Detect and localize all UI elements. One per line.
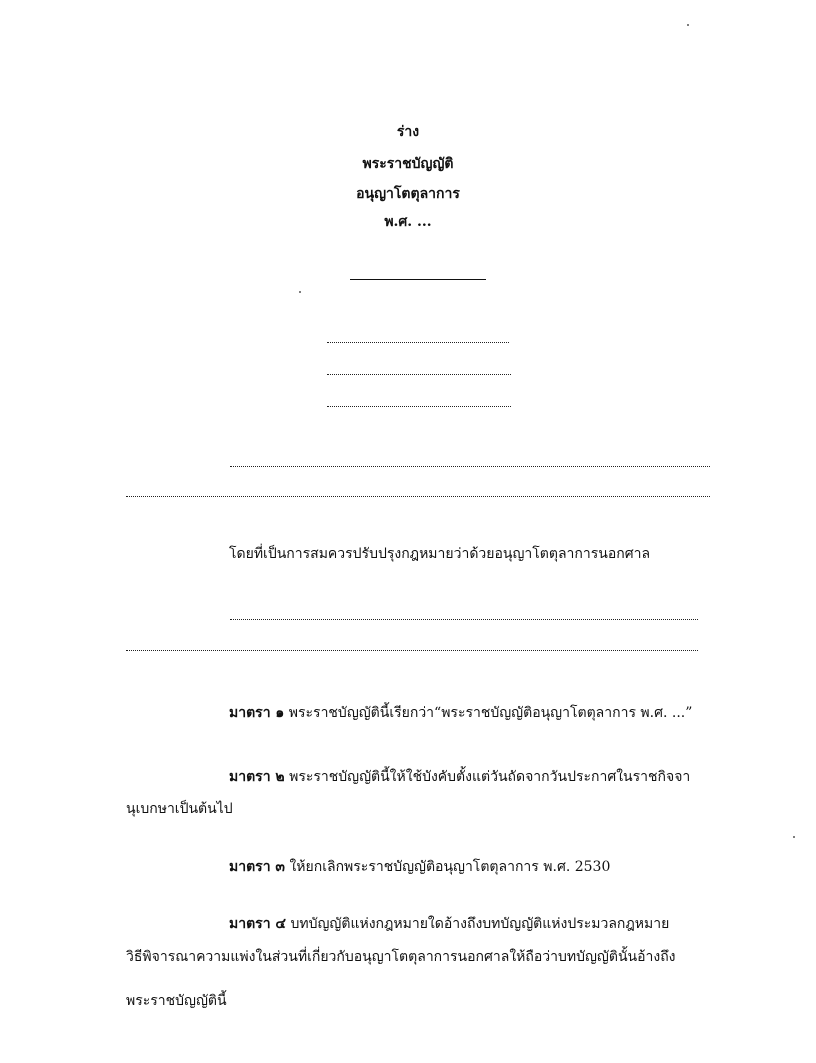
scan-speck [687, 24, 689, 26]
dotted-line [126, 496, 710, 497]
section-text-line: พระราชบัญญัตินี้เรียกว่า“พระราชบัญญัติอนุญาโตตุลาการ พ.ศ. ...” [288, 705, 693, 721]
section-2 [229, 766, 690, 788]
section-text-line: พระราชบัญญัตินี้ให้ใช้บังคับตั้งแต่วันถัดจากวันประกาศในราชกิจจา [289, 769, 691, 785]
dotted-line [230, 619, 698, 620]
section-text-line: นุเบกษาเป็นต้นไป [126, 801, 233, 817]
preamble-text: โดยที่เป็นการสมควรปรับปรุงกฎหมายว่าด้วยอนุญาโตตุลาการนอกศาล [229, 546, 651, 562]
section-text-line: วิธีพิจารณาความแพ่งในส่วนที่เกี่ยวกับอนุญาโตตุลาการนอกศาลให้ถือว่าบทบัญญัตินั้นอ้างถึง [126, 949, 676, 965]
draft-label: ร่าง [396, 124, 420, 140]
act-year: พ.ศ. ... [384, 214, 432, 230]
dotted-line [327, 374, 511, 375]
scan-speck [299, 291, 301, 293]
act-name-title: อนุญาโตตุลาการ [356, 186, 460, 202]
dotted-line [327, 406, 511, 407]
section-text-line: ให้ยกเลิกพระราชบัญญัติอนุญาโตตุลาการ พ.ศ. 2530 [289, 859, 611, 875]
section-label: มาตรา ๒ [229, 769, 285, 785]
dotted-line [126, 650, 698, 651]
section-label: มาตรา ๔ [229, 916, 287, 932]
section-3 [229, 856, 610, 878]
dotted-line [230, 466, 710, 467]
section-text-line: พระราชบัญญัตินี้ [126, 993, 227, 1009]
dotted-line [327, 342, 509, 343]
heading-divider [350, 279, 486, 280]
section-label: มาตรา ๑ [229, 705, 285, 721]
section-4 [229, 913, 669, 935]
section-text-line: บทบัญญัติแห่งกฎหมายใดอ้างถึงบทบัญญัติแห่งประมวลกฎหมาย [290, 916, 670, 932]
act-type-title: พระราชบัญญัติ [362, 156, 454, 172]
scan-speck [793, 836, 795, 838]
section-1 [229, 702, 692, 724]
section-label: มาตรา ๓ [229, 859, 286, 875]
